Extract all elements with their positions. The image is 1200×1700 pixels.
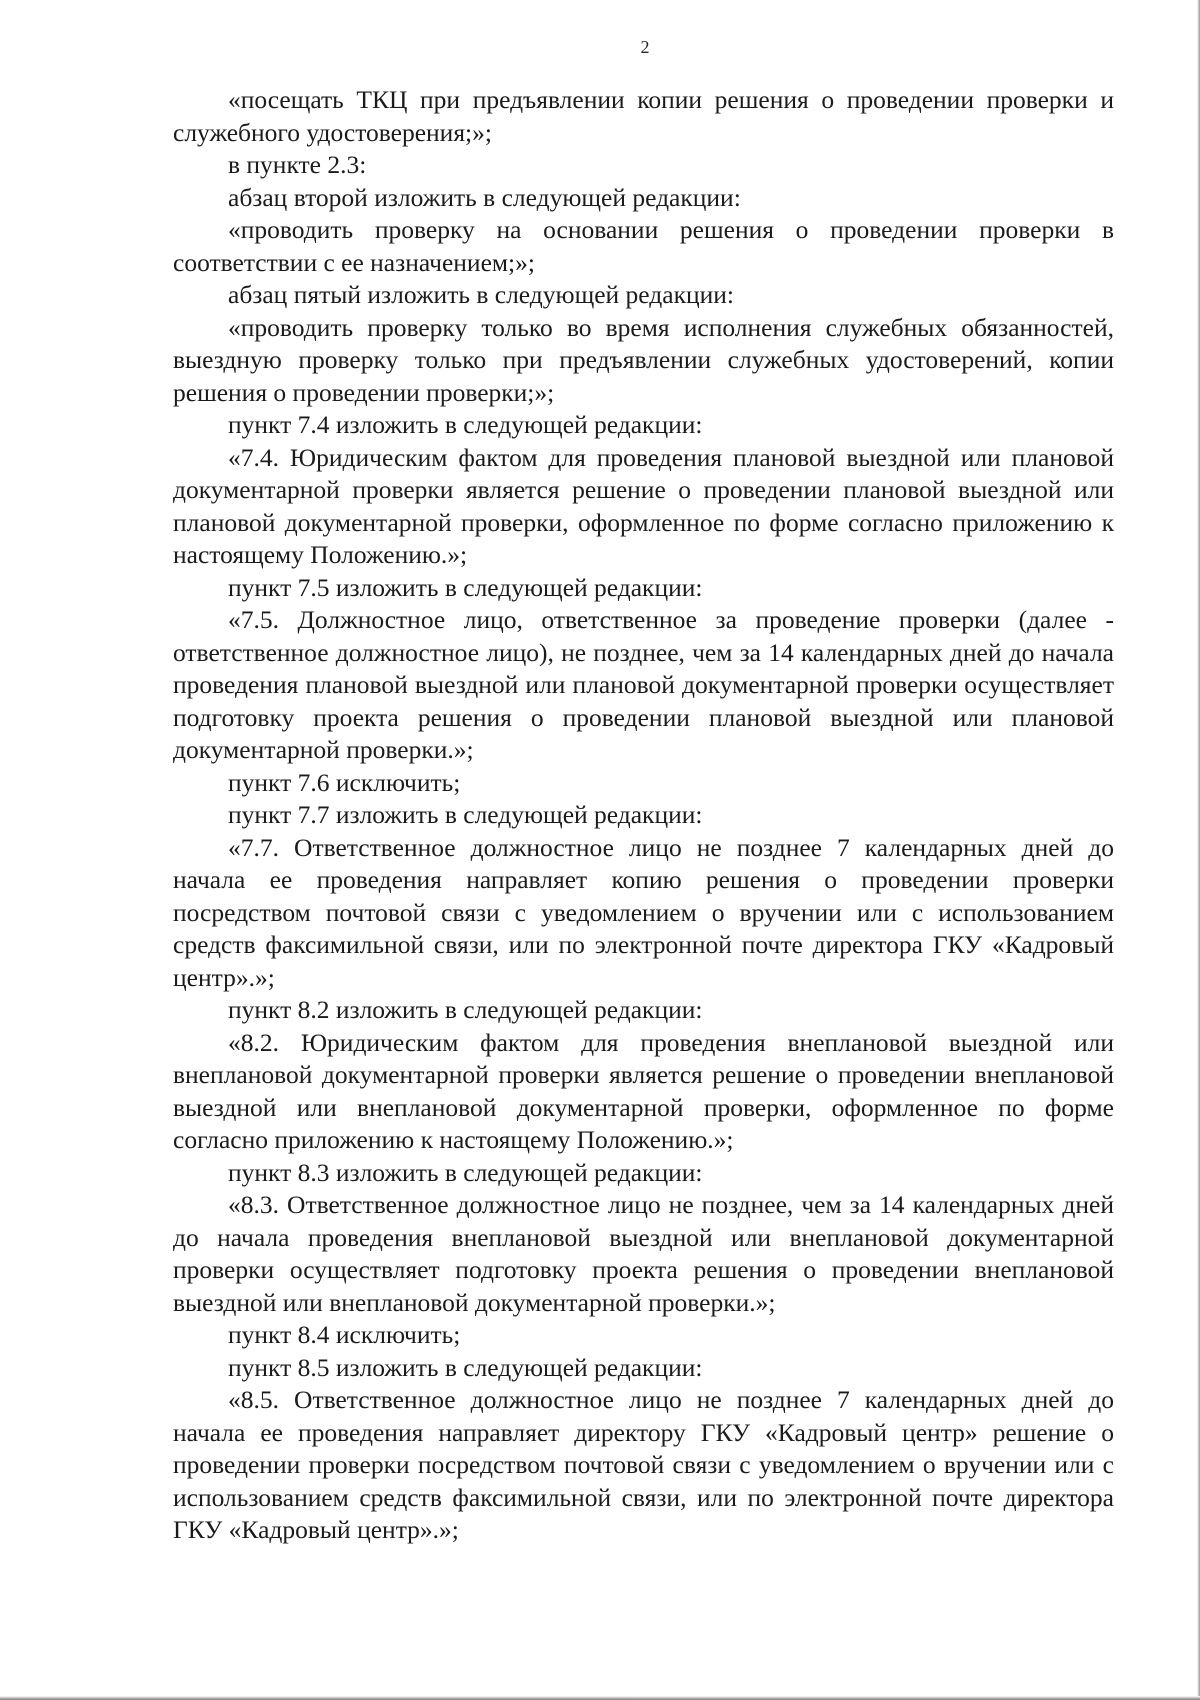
paragraph: пункт 7.5 изложить в следующей редакции: (228, 572, 703, 602)
paragraph: в пункте 2.3: (228, 150, 367, 179)
paragraph: «проводить проверку только во время исполнения служебных обязанностей, выездную проверку только при предъявлении служебных удостоверений, копии решения о проведении проверки;»; (173, 312, 1114, 407)
paragraph: «8.2. Юридическим фактом для проведения внеплановой выездной или внеплановой документарной проверки является решение о проведении внеплановой выездной или внеплановой документарной проверки, оформленное по форме согласно приложению к настоящему Положению.»; (173, 1027, 1114, 1154)
scan-edge-bottom (0, 1696, 1200, 1700)
paragraph: пункт 7.4 изложить в следующей редакции: (228, 410, 703, 439)
paragraph: «проводить проверку на основании решения о проведении проверки в соответствии с ее назначением;»; (173, 215, 1114, 277)
paragraph: «посещать ТКЦ при предъявлении копии решения о проведении проверки и служебного удостоверения;»; (173, 85, 1114, 147)
document-body (173, 84, 1114, 1547)
paragraph: абзац пятый изложить в следующей редакции: (228, 280, 734, 309)
paragraph: пункт 8.2 изложить в следующей редакции: (228, 995, 703, 1024)
paragraph: пункт 8.5 изложить в следующей редакции: (228, 1352, 703, 1382)
paragraph: пункт 8.4 исключить; (228, 1320, 461, 1349)
paragraph: «7.4. Юридическим фактом для проведения плановой выездной или плановой документарной проверки является решение о проведении плановой выездной или плановой документарной проверки, оформленное по форме согласно приложению к настоящему Положению.»; (173, 442, 1114, 569)
paragraph: пункт 8.3 изложить в следующей редакции: (228, 1157, 703, 1187)
paragraph: «8.3. Ответственное должностное лицо не позднее, чем за 14 календарных дней до начала проведения внеплановой выездной или внеплановой документарной проверки осуществляет подготовку проекта решения о проведении внеплановой выездной или внеплановой документарной проверки.»; (173, 1190, 1114, 1317)
paragraph: абзац второй изложить в следующей редакции: (228, 182, 741, 212)
paragraph: пункт 7.7 изложить в следующей редакции: (228, 800, 703, 829)
paragraph: пункт 7.6 исключить; (228, 767, 461, 797)
paragraph: «7.7. Ответственное должностное лицо не позднее 7 календарных дней до начала ее проведения направляет копию решения о проведении проверки посредством почтовой связи с уведомлением о вручении или с использованием средств факсимильной связи, или по электронной почте директора ГКУ «Кадровый центр».»; (173, 832, 1114, 992)
page-number: 2 (640, 37, 650, 57)
paragraph: «8.5. Ответственное должностное лицо не позднее 7 календарных дней до начала ее проведения направляет директору ГКУ «Кадровый центр» решение о проведении проверки посредством почтовой связи с уведомлением о вручении или с использованием средств факсимильной связи, или по электронной почте директора ГКУ «Кадровый центр».»; (173, 1385, 1114, 1544)
paragraph: «7.5. Должностное лицо, ответственное за проведение проверки (далее - ответственное должностное лицо), не позднее, чем за 14 календарных дней до начала проведения плановой выездной или плановой документарной проверки осуществляет подготовку проекта решения о проведении плановой выездной или плановой документарной проверки.»; (173, 605, 1114, 764)
